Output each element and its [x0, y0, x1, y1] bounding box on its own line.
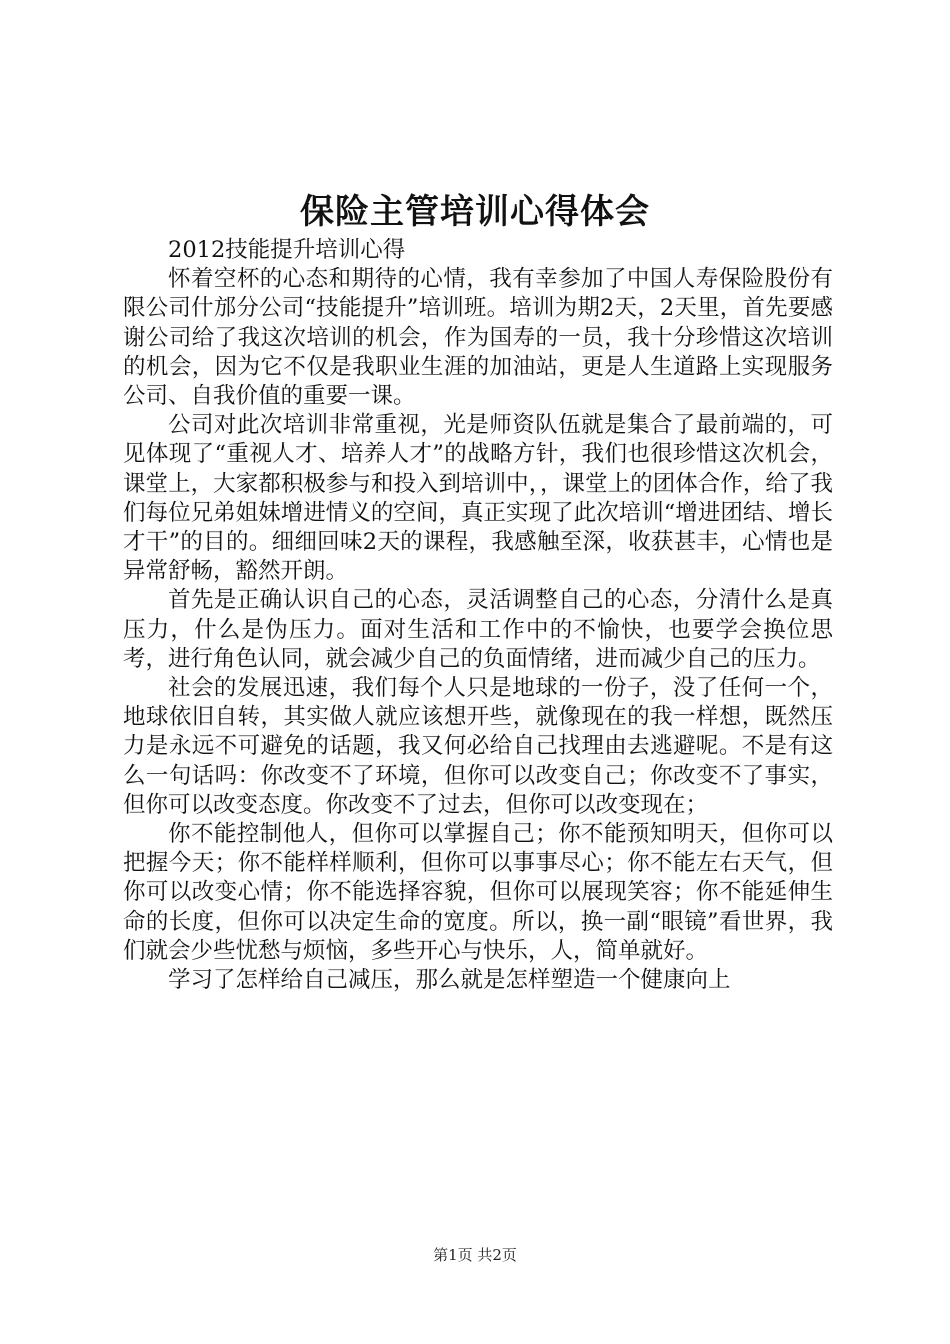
paragraph: 学习了怎样给自己减压，那么就是怎样塑造一个健康向上	[168, 967, 731, 994]
paragraph: 公司对此次培训非常重视，光是师资队伍就是集合了最前端的，可见体现了“重视人才、培养人才”的战略方针，我们也很珍惜这次机会，课堂上，大家都积极参与和投入到培训中，，课堂上的团体合作，给了我们每位兄弟姐妹增进情义的空间，真正实现了此次培训“增进团结、增长才干”的目的。细细回味2天的课程，我感触至深，收获甚丰，心情也是异常舒畅，豁然开朗。	[123, 412, 833, 585]
page-number-footer: 第1页 共2页	[433, 1246, 517, 1264]
document-body	[123, 236, 833, 995]
paragraph: 你不能控制他人，但你可以掌握自己；你不能预知明天，但你可以把握今天；你不能样样顺利，但你可以事事尽心；你不能左右天气，但你可以改变心情；你不能选择容貌，但你可以展现笑容；你不能延伸生命的长度，但你可以决定生命的宽度。所以，换一副“眼镜”看世界，我们就会少些忧愁与烦恼，多些开心与快乐，人，简单就好。	[123, 821, 833, 964]
paragraph: 怀着空杯的心态和期待的心情，我有幸参加了中国人寿保险股份有限公司什邡分公司“技能提升”培训班。培训为期2天，2天里，首先要感谢公司给了我这次培训的机会，作为国寿的一员，我十分珍惜这次培训的机会，因为它不仅是我职业生涯的加油站，更是人生道路上实现服务公司、自我价值的重要一课。	[123, 266, 833, 410]
paragraph-subtitle: 2012技能提升培训心得	[168, 237, 406, 263]
document-title: 保险主管培训心得体会	[300, 192, 650, 232]
paragraph: 首先是正确认识自己的心态，灵活调整自己的心态，分清什么是真压力，什么是伪压力。面对生活和工作中的不愉快，也要学会换位思考，进行角色认同，就会减少自己的负面情绪，进而减少自己的压力。	[123, 587, 833, 672]
paragraph: 社会的发展迅速，我们每个人只是地球的一份子，没了任何一个，地球依旧自转，其实做人就应该想开些，就像现在的我一样想，既然压力是永远不可避免的话题，我又何必给自己找理由去逃避呢。不是有这么一句话吗：你改变不了环境，但你可以改变自己；你改变不了事实，但你可以改变态度。你改变不了过去，但你可以改变现在；	[123, 675, 833, 818]
